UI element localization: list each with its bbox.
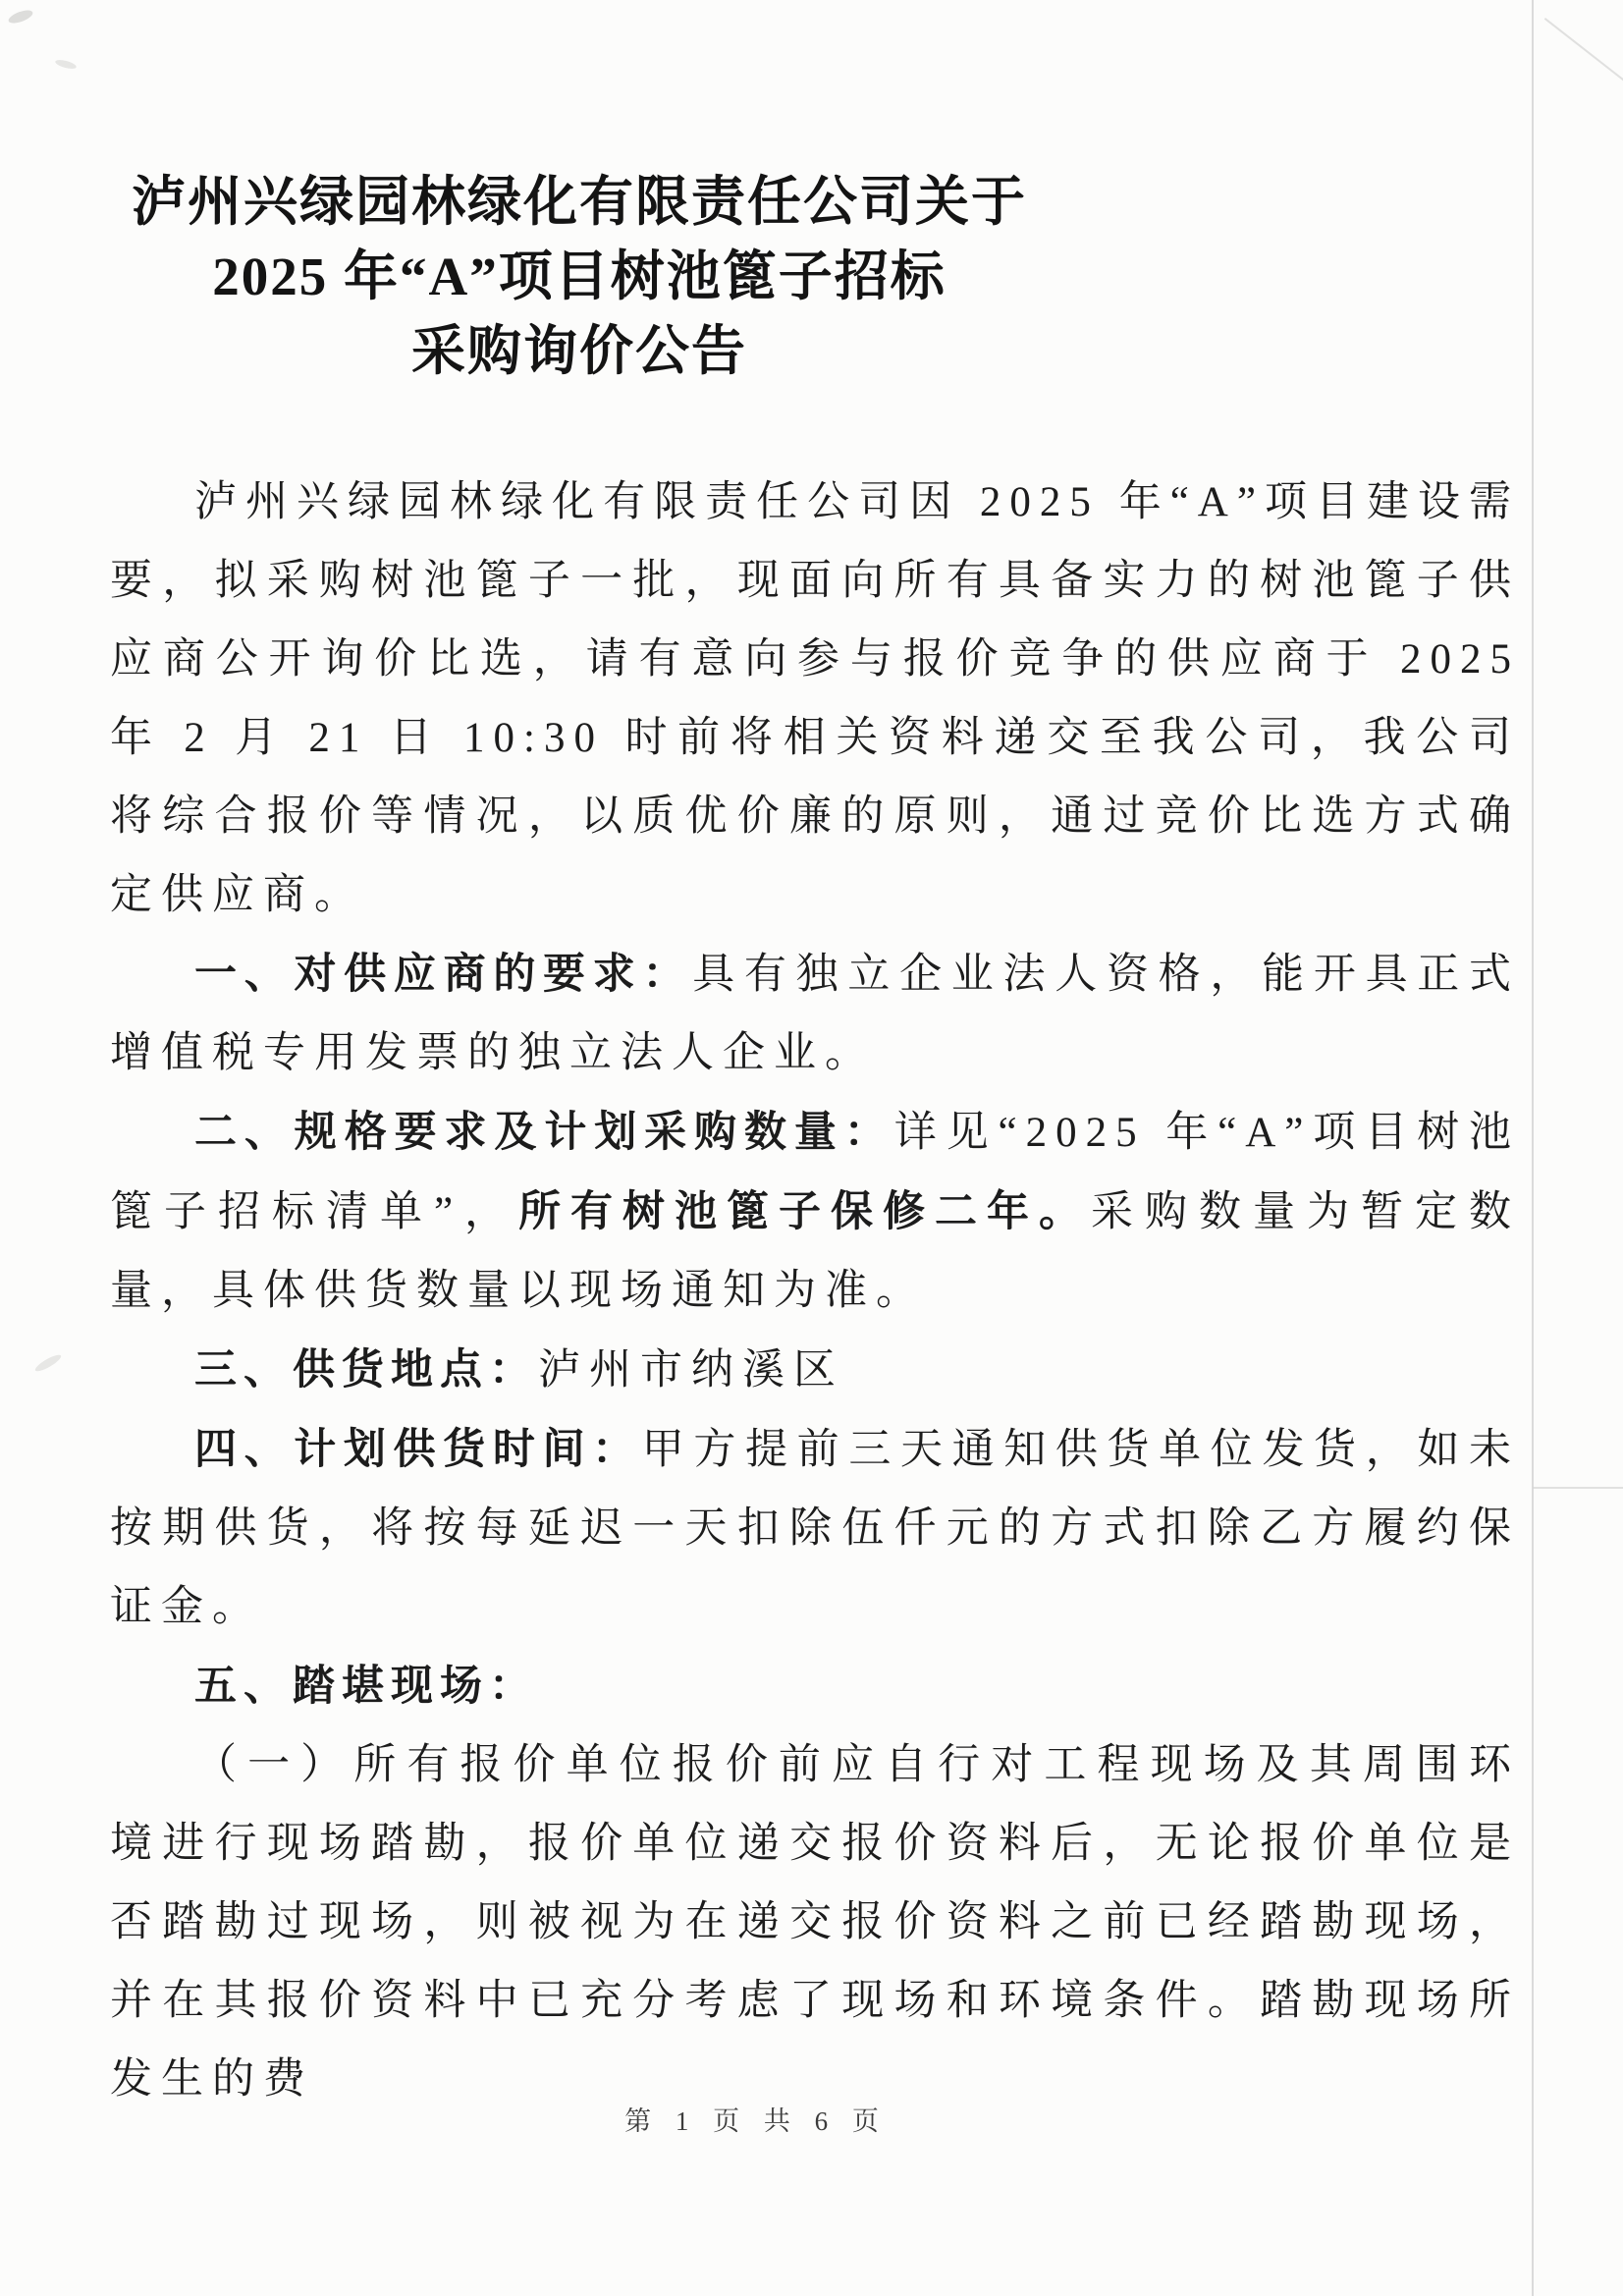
heading-run: 二、规格要求及计划采购数量： [194, 1109, 894, 1156]
scan-artifact-smudge [33, 1352, 63, 1374]
heading-run: 所有树池篦子保修二年。 [518, 1188, 1092, 1235]
scan-artifact-smudge [7, 8, 34, 26]
heading-run: 五、踏堪现场： [194, 1663, 538, 1710]
text-run: 详见“2025 年“A”项目树池篦子招标清单”， [110, 1110, 1520, 1235]
text-run: 泸州市纳溪区 [538, 1347, 844, 1394]
document-body [110, 464, 1520, 2119]
text-run: 甲方提前三天通知供货单位发货，如未按期供货，将按每延迟一天扣除伍仟元的方式扣除乙方履约保证金。 [110, 1427, 1521, 1630]
text-run: （一）所有报价单位报价前应自行对工程现场及其周围环境进行现场踏勘，报价单位递交报价资料后，无论报价单位是否踏勘过现场，则被视为在递交报价资料之前已经踏勘现场，并在其报价资料中已充分考虑了现场和环境条件。踏勘现场所发生的费 [110, 1742, 1520, 2103]
text-run: 具有独立企业法人资格，能开具正式增值税专用发票的独立法人企业。 [110, 952, 1521, 1076]
paragraph [110, 1647, 1520, 1726]
document-title [0, 165, 1159, 389]
paragraph [110, 1726, 1520, 2119]
title-line-3: 采购询价公告 [410, 321, 747, 381]
text-run: 采购数量为暂定数量，具体供货数量以现场通知为准。 [110, 1189, 1521, 1314]
text-run: 泸州兴绿园林绿化有限责任公司因 2025 年“A”项目建设需要，拟采购树池篦子一批，现面向所有具备实力的树池篦子供应商公开询价比选，请有意向参与报价竞争的供应商于 2025 年 2 月 21 日 10:30 时前将相关资料递交至我公司，我公司将综合报价等情况，以质优价廉的原则，通过竞价比选方式确定供应商。 [110, 479, 1520, 918]
heading-run: 一、对供应商的要求： [194, 951, 693, 998]
paragraph [110, 935, 1520, 1093]
scan-artifact-right-line [1532, 0, 1534, 2296]
scan-artifact-smudge [54, 58, 77, 70]
scan-artifact-tick [1533, 1487, 1623, 1489]
paragraph [110, 1410, 1520, 1647]
paragraph [110, 464, 1520, 935]
heading-run: 四、计划供货时间： [194, 1426, 642, 1473]
scan-artifact-corner-line [1544, 18, 1623, 91]
heading-run: 三、供货地点： [194, 1346, 538, 1394]
paragraph [110, 1093, 1520, 1331]
page-number-footer: 第 1 页 共 6 页 [624, 2106, 888, 2136]
title-line-2: 2025 年“A”项目树池篦子招标 [212, 246, 947, 306]
paragraph [110, 1331, 1520, 1410]
title-line-1: 泸州兴绿园林绿化有限责任公司关于 [131, 172, 1027, 232]
